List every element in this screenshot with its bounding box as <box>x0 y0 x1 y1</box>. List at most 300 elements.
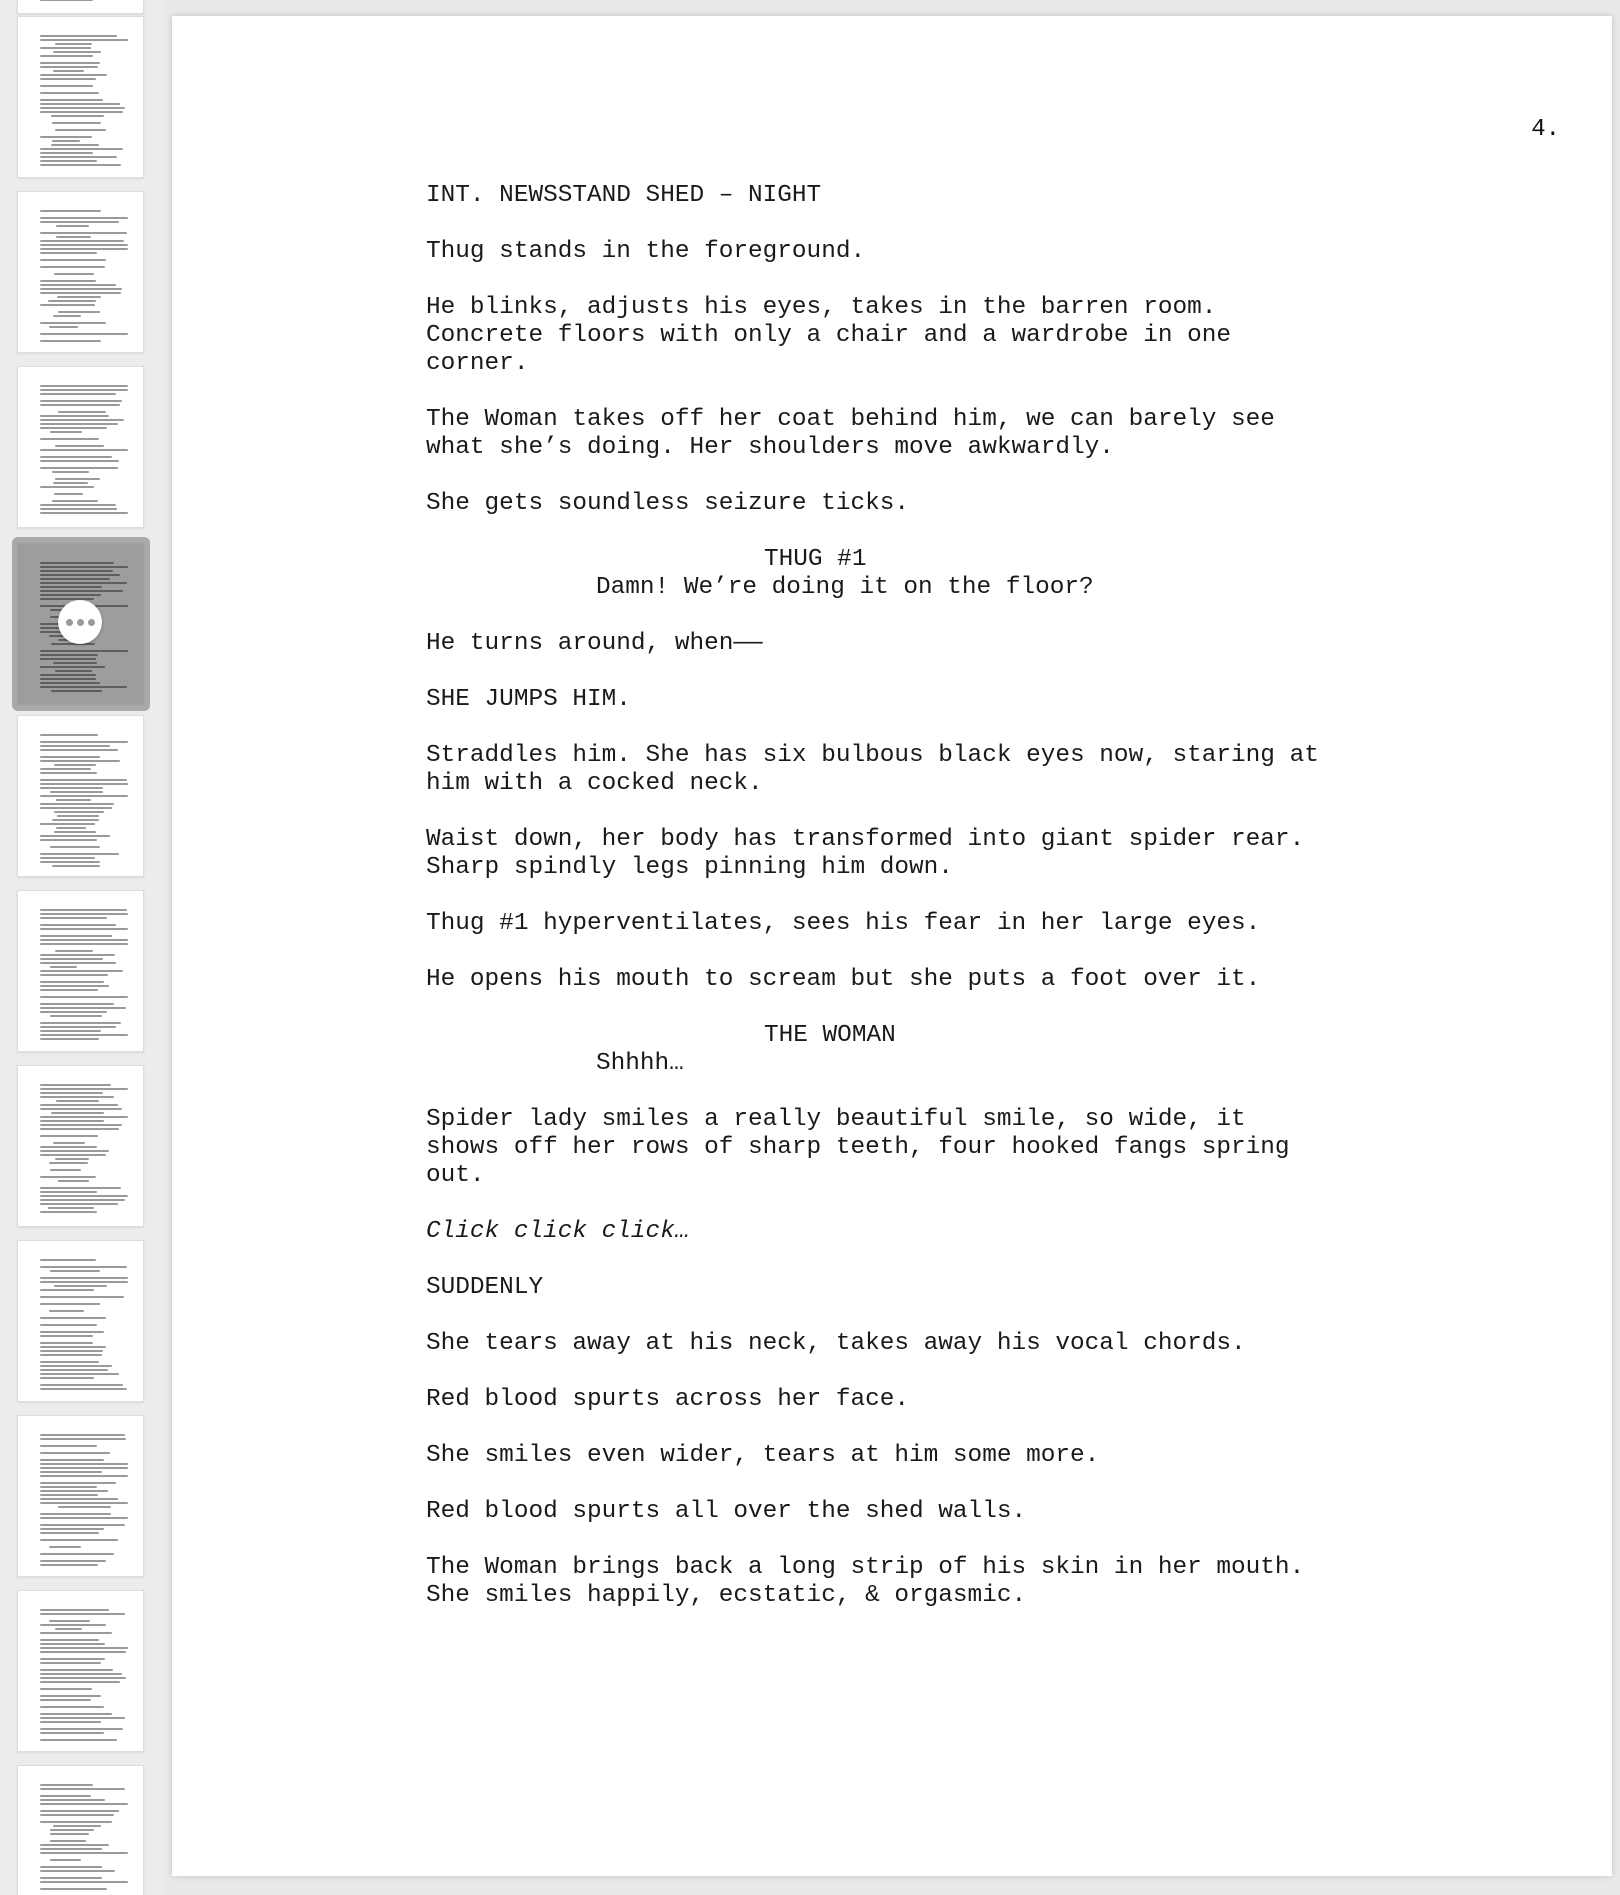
script-dialogue: Damn! We’re doing it on the floor? <box>596 574 1094 601</box>
thumbnail-text-line <box>40 958 103 960</box>
script-body <box>426 182 1486 1638</box>
thumbnail-text-line <box>40 1821 112 1823</box>
thumbnail-text-line <box>40 423 118 425</box>
thumbnail-text-line <box>40 78 96 80</box>
thumbnail-text-line <box>40 1022 121 1024</box>
thumbnail-text-line <box>40 1281 128 1283</box>
thumbnail-text-line <box>40 1335 93 1337</box>
thumbnail-text-line <box>40 1296 124 1298</box>
thumbnail-text-line <box>40 1639 99 1641</box>
thumbnail-text-line <box>40 1388 127 1390</box>
thumbnail-text-line <box>40 1513 111 1515</box>
thumbnail-text-line <box>40 835 110 837</box>
script-dialogue: Shhhh… <box>596 1050 684 1077</box>
page-thumbnail[interactable] <box>17 191 144 353</box>
thumbnail-text-line <box>40 62 100 64</box>
thumbnail-text-line <box>40 590 123 592</box>
thumbnail-text-line <box>40 1870 115 1872</box>
thumbnail-text-line <box>40 1266 127 1268</box>
script-action: Red blood spurts all over the shed walls. <box>426 1498 1027 1525</box>
thumbnail-text-line <box>40 1346 106 1348</box>
thumbnail-text-line <box>58 1506 111 1508</box>
thumbnail-text-line <box>40 1342 93 1344</box>
thumbnail-text-line <box>40 1445 97 1447</box>
thumbnail-text-line <box>50 1859 81 1861</box>
thumbnail-text-line <box>40 650 128 652</box>
thumbnail-text-line <box>55 1158 89 1160</box>
script-action: She smiles even wider, tears at him some more. <box>426 1442 1100 1469</box>
thumbnail-text-line <box>40 460 119 462</box>
thumbnail-text-line <box>40 734 98 736</box>
thumbnail-text-line <box>40 857 95 859</box>
thumbnail-text-line <box>40 1124 122 1126</box>
page-thumbnail[interactable] <box>17 1065 144 1227</box>
thumbnail-text-line <box>53 1825 101 1827</box>
thumbnail-text-line <box>50 431 82 433</box>
thumbnail-text-line <box>40 427 107 429</box>
thumbnail-text-line <box>53 1142 85 1144</box>
thumbnail-text-line <box>40 768 91 770</box>
thumbnail-text-line <box>56 225 90 227</box>
thumbnail-text-line <box>40 1494 98 1496</box>
script-character: THE WOMAN <box>764 1022 896 1049</box>
thumbnail-text-line <box>53 482 87 484</box>
thumbnail-text-line <box>40 682 100 684</box>
thumbnail-text-line <box>40 55 93 57</box>
thumbnail-text-line <box>40 741 128 743</box>
thumbnail-text-line <box>51 144 100 146</box>
thumbnail-text-line <box>50 966 77 968</box>
page-thumbnail[interactable] <box>17 715 144 877</box>
thumbnail-text-line <box>40 292 121 294</box>
thumbnail-text-line <box>40 678 96 680</box>
thumbnail-text-line <box>40 779 127 781</box>
thumbnail-text-line <box>55 1628 81 1630</box>
thumbnail-text-line <box>40 92 99 94</box>
thumbnail-text-line <box>48 1207 94 1209</box>
thumbnail-text-line <box>40 221 119 223</box>
thumbnail-text-line <box>40 259 106 261</box>
thumbnail-text-line <box>40 1681 120 1683</box>
thumbnail-text-line <box>40 1739 117 1741</box>
thumbnail-text-line <box>40 1647 128 1649</box>
thumbnail-text-line <box>40 1289 94 1291</box>
thumbnail-text-line <box>40 99 103 101</box>
thumbnail-text-line <box>50 1840 86 1842</box>
thumbnail-text-line <box>40 1498 118 1500</box>
thumbnail-text-line <box>40 1673 122 1675</box>
thumbnail-text-line <box>49 1162 88 1164</box>
thumbnail-text-line <box>40 389 128 391</box>
thumbnail-text-line <box>40 1459 104 1461</box>
script-action: The Woman takes off her coat behind him, we can barely see what she’s doing. Her shoulders move awkwardly. <box>426 406 1275 461</box>
thumbnail-text-line <box>50 791 103 793</box>
thumbnail-text-line <box>40 582 127 584</box>
thumbnail-text-line <box>54 273 94 275</box>
thumbnail-text-line <box>40 1695 101 1697</box>
thumbnail-text-line <box>53 315 81 317</box>
thumbnail-text-line <box>40 1030 101 1032</box>
thumbnail-text-line <box>40 1471 102 1473</box>
thumbnail-text-line <box>40 419 124 421</box>
thumbnail-text-line <box>52 471 89 473</box>
thumbnail-text-line <box>40 1877 102 1879</box>
thumbnail-text-line <box>40 385 128 387</box>
thumbnail-text-line <box>40 85 93 87</box>
thumbnail-text-line <box>40 103 120 105</box>
thumbnail-text-line <box>52 140 80 142</box>
thumbnail-text-line <box>55 478 101 480</box>
thumbnail-text-line <box>40 598 94 600</box>
thumbnail-text-line <box>40 210 101 212</box>
thumbnail-text-line <box>40 1259 96 1261</box>
thumbnail-text-line <box>40 1795 91 1797</box>
script-action: Thug stands in the foreground. <box>426 238 866 265</box>
page-thumbnail[interactable] <box>17 366 144 528</box>
thumbnail-text-line <box>55 950 93 952</box>
thumbnail-text-line <box>40 1369 108 1371</box>
thumbnail-text-line <box>52 500 97 502</box>
thumbnail-text-line <box>40 654 98 656</box>
thumbnail-text-line <box>40 996 128 998</box>
thumbnail-text-line <box>40 594 101 596</box>
thumbnail-text-line <box>50 1829 94 1831</box>
thumbnail-text-line <box>40 1814 114 1816</box>
thumbnail-text-line <box>40 1034 128 1036</box>
thumbnail-text-line <box>40 1116 128 1118</box>
thumbnail-text-line <box>49 1546 81 1548</box>
thumbnail-text-line <box>40 1128 119 1130</box>
thumbnail-text-line <box>40 1721 101 1723</box>
thumbnail-text-line <box>40 839 97 841</box>
thumbnail-text-line <box>40 1784 93 1786</box>
thumbnail-text-line <box>40 1350 103 1352</box>
thumbnail-text-line <box>40 136 92 138</box>
thumbnail-text-line <box>40 586 102 588</box>
thumbnail-text-line <box>40 1277 128 1279</box>
thumbnail-text-line <box>40 1643 105 1645</box>
thumbnail-text-line <box>40 111 123 113</box>
thumbnail-text-line <box>58 1180 90 1182</box>
thumbnail-text-line <box>40 1191 97 1193</box>
thumbnail-text-line <box>40 1317 106 1319</box>
page-thumbnail[interactable] <box>17 16 144 178</box>
thumbnail-text-line <box>40 1728 123 1730</box>
thumbnail-text-line <box>40 1331 104 1333</box>
script-action: Thug #1 hyperventilates, sees his fear in her large eyes. <box>426 910 1261 937</box>
thumbnail-text-line <box>40 248 128 250</box>
thumbnail-text-line <box>50 1270 100 1272</box>
thumbnail-text-line <box>40 928 128 930</box>
thumbnail-text-line <box>40 284 116 286</box>
thumbnail-text-line <box>40 1373 119 1375</box>
thumbnail-text-line <box>40 438 99 440</box>
thumbnail-text-line <box>40 1810 119 1812</box>
script-action: Spider lady smiles a really beautiful smile, so wide, it shows off her rows of sharp teeth, four hooked fangs spring out. <box>426 1106 1290 1189</box>
thumbnail-text-line <box>40 404 120 406</box>
thumbnail-text-line <box>40 578 110 580</box>
thumbnail-text-line <box>51 1112 105 1114</box>
thumbnail-text-line <box>40 252 97 254</box>
thumbnail-text-line <box>40 467 118 469</box>
thumbnail-text-line <box>40 66 98 68</box>
thumbnail-text-line <box>40 1486 97 1488</box>
thumbnail-text-line <box>40 304 95 306</box>
thumbnail-text-line <box>40 280 96 282</box>
thumbnail-text-line <box>40 1662 101 1664</box>
thumbnail-text-line <box>40 666 105 668</box>
thumbnail-text-line <box>40 508 117 510</box>
thumbnail-text-line <box>40 504 116 506</box>
thumbnail-text-line <box>40 1135 98 1137</box>
thumbnail-text-line <box>40 861 100 863</box>
thumbnail-text-line <box>40 1553 114 1555</box>
thumbnail-text-line <box>40 1150 109 1152</box>
thumbnail-text-line <box>40 566 128 568</box>
thumbnail-text-line <box>40 807 112 809</box>
thumbnail-text-line <box>40 333 128 335</box>
thumbnail-text-line <box>40 1120 104 1122</box>
thumbnail-text-line <box>54 1285 108 1287</box>
thumbnail-text-line <box>40 939 128 941</box>
thumbnail-text-line <box>40 1211 97 1213</box>
thumbnail-text-line <box>40 1788 125 1790</box>
script-action: Straddles him. She has six bulbous black eyes now, staring at him with a cocked neck. <box>426 742 1319 797</box>
thumbnail-text-line <box>40 1669 113 1671</box>
thumbnail-text-line <box>40 156 117 158</box>
thumbnail-text-line <box>40 1011 107 1013</box>
page-thumbnail[interactable] <box>17 0 144 14</box>
thumbnail-text-line <box>40 1732 104 1734</box>
thumbnail-text-line <box>40 415 109 417</box>
thumbnail-text-line <box>40 1195 128 1197</box>
script-action: He turns around, when—— <box>426 630 763 657</box>
thumbnail-text-line <box>57 815 99 817</box>
thumbnail-text-line <box>40 1699 91 1701</box>
page-thumbnail[interactable] <box>17 1415 144 1577</box>
thumbnail-text-line <box>40 164 121 166</box>
thumbnail-text-line <box>40 1361 99 1363</box>
ellipsis-icon <box>66 619 73 626</box>
thumbnail-text-line <box>40 1092 103 1094</box>
thumbnail-text-line <box>40 954 115 956</box>
thumbnail-text-line <box>40 674 96 676</box>
thumbnail-text-line <box>40 1844 109 1846</box>
thumbnail-text-line <box>50 846 100 848</box>
thumbnail-text-line <box>48 300 95 302</box>
thumbnail-text-line <box>55 445 104 447</box>
script-action: He opens his mouth to scream but she puts a foot over it. <box>426 966 1261 993</box>
thumbnail-text-line <box>40 981 104 983</box>
thumbnail-text-line <box>57 296 102 298</box>
thumbnail-text-line <box>40 1624 106 1626</box>
thumbnail-text-line <box>40 1490 108 1492</box>
thumbnail-text-line <box>54 831 96 833</box>
script-action: She gets soundless seizure ticks. <box>426 490 910 517</box>
thumbnail-text-line <box>56 799 91 801</box>
page-thumbnail-sidebar[interactable] <box>0 0 163 1895</box>
thumbnail-text-line <box>40 1438 126 1440</box>
page-thumbnail[interactable] <box>17 1240 144 1402</box>
script-action: She tears away at his neck, takes away his vocal chords. <box>426 1330 1246 1357</box>
page-thumbnail[interactable] <box>17 1590 144 1752</box>
script-action: Waist down, her body has transformed into giant spider rear. Sharp spindly legs pinning him down. <box>426 826 1305 881</box>
thumbnail-text-line <box>40 1609 109 1611</box>
more-options-button[interactable] <box>58 600 102 644</box>
thumbnail-text-line <box>40 1104 118 1106</box>
thumbnail-text-line <box>40 917 107 919</box>
thumbnail-text-line <box>40 47 91 49</box>
thumbnail-text-line <box>40 1848 102 1850</box>
thumbnail-text-line <box>55 43 92 45</box>
thumbnail-text-line <box>53 51 101 53</box>
script-page <box>172 16 1612 1876</box>
thumbnail-text-line <box>40 909 127 911</box>
thumbnail-text-line <box>40 1524 125 1526</box>
thumbnail-text-line <box>40 486 94 488</box>
thumbnail-text-line <box>40 217 128 219</box>
thumbnail-text-line <box>40 1007 126 1009</box>
page-number: 4. <box>1531 116 1560 143</box>
thumbnail-text-line <box>40 1632 112 1634</box>
thumbnail-text-line <box>56 236 91 238</box>
page-thumbnail[interactable] <box>17 1765 144 1895</box>
thumbnail-text-line <box>40 1881 128 1883</box>
thumbnail-text-line <box>40 1154 106 1156</box>
thumbnail-text-line <box>40 970 123 972</box>
thumbnail-text-line <box>49 326 79 328</box>
thumbnail-text-line <box>40 989 98 991</box>
thumbnail-text-line <box>53 662 97 664</box>
page-thumbnail[interactable] <box>17 890 144 1052</box>
thumbnail-text-line <box>55 670 92 672</box>
script-action: The Woman brings back a long strip of his skin in her mouth. She smiles happily, ecstatic, & orgasmic. <box>426 1554 1305 1609</box>
thumbnail-text-line <box>40 1517 128 1519</box>
thumbnail-text-line <box>40 924 116 926</box>
thumbnail-text-line <box>51 643 95 645</box>
thumbnail-text-line <box>56 827 86 829</box>
script-action: Red blood spurts across her face. <box>426 1386 910 1413</box>
thumbnail-text-line <box>40 1564 98 1566</box>
thumbnail-text-line <box>40 1528 104 1530</box>
thumbnail-text-line <box>58 311 100 313</box>
thumbnail-text-line <box>40 1377 94 1379</box>
thumbnail-text-line <box>40 823 95 825</box>
thumbnail-text-line <box>40 74 107 76</box>
thumbnail-text-line <box>40 1324 97 1326</box>
thumbnail-text-line <box>40 745 110 747</box>
thumbnail-text-line <box>40 1038 99 1040</box>
thumbnail-text-line <box>49 1310 83 1312</box>
thumbnail-text-line <box>40 686 127 688</box>
thumbnail-text-line <box>40 772 97 774</box>
thumbnail-text-line <box>40 1717 125 1719</box>
script-italic: Click click click… <box>426 1218 690 1245</box>
thumbnail-text-line <box>40 985 109 987</box>
thumbnail-text-line <box>52 819 100 821</box>
thumbnail-text-line <box>51 115 104 117</box>
script-scene: INT. NEWSSTAND SHED – NIGHT <box>426 182 822 209</box>
thumbnail-text-line <box>40 1866 102 1868</box>
thumbnail-text-line <box>55 129 106 131</box>
thumbnail-text-line <box>40 1467 128 1469</box>
thumbnail-text-line <box>40 1088 128 1090</box>
thumbnail-text-line <box>50 1015 102 1017</box>
thumbnail-text-line <box>40 1852 128 1854</box>
thumbnail-text-line <box>40 1539 118 1541</box>
thumbnail-text-line <box>40 1706 104 1708</box>
ellipsis-icon-dot <box>77 619 84 626</box>
thumbnail-text-line <box>40 322 106 324</box>
thumbnail-text-line <box>40 783 128 785</box>
thumbnail-text-line <box>40 1146 97 1148</box>
thumbnail-text-line <box>40 1532 99 1534</box>
thumbnail-text-line <box>40 1452 110 1454</box>
thumbnail-text-line <box>40 756 100 758</box>
thumbnail-text-line <box>40 1434 125 1436</box>
thumbnail-text-line <box>40 760 120 762</box>
thumbnail-text-line <box>40 1365 112 1367</box>
thumbnail-text-line <box>52 122 101 124</box>
script-character: THUG #1 <box>764 546 867 573</box>
thumbnail-text-line <box>40 1502 128 1504</box>
thumbnail-text-line <box>40 266 105 268</box>
thumbnail-text-line <box>54 811 104 813</box>
thumbnail-text-line <box>40 512 128 514</box>
thumbnail-text-line <box>40 148 123 150</box>
thumbnail-text-line <box>40 1613 125 1615</box>
thumbnail-text-line <box>50 1833 89 1835</box>
thumbnail-text-line <box>40 1384 123 1386</box>
thumbnail-text-line <box>40 658 96 660</box>
thumbnail-text-line <box>40 107 125 109</box>
thumbnail-text-line <box>40 449 128 451</box>
script-action: SUDDENLY <box>426 1274 544 1301</box>
thumbnail-text-line <box>40 1713 112 1715</box>
thumbnail-text-line <box>40 574 120 576</box>
thumbnail-text-line <box>40 152 93 154</box>
thumbnail-text-line <box>58 411 106 413</box>
thumbnail-text-line <box>40 1888 107 1890</box>
thumbnail-text-line <box>40 1658 105 1660</box>
thumbnail-text-line <box>40 244 128 246</box>
thumbnail-text-line <box>52 865 101 867</box>
thumbnail-text-line <box>40 803 114 805</box>
thumbnail-text-line <box>40 1688 92 1690</box>
thumbnail-text-line <box>40 935 112 937</box>
thumbnail-text-line <box>40 1475 128 1477</box>
thumbnail-text-line <box>40 288 122 290</box>
thumbnail-text-line <box>40 1176 96 1178</box>
thumbnail-text-line <box>40 570 113 572</box>
thumbnail-text-line <box>40 1803 128 1805</box>
thumbnail-text-line <box>40 1026 116 1028</box>
thumbnail-text-line <box>40 1677 126 1679</box>
thumbnail-text-line <box>40 787 103 789</box>
thumbnail-text-line <box>40 1187 121 1189</box>
thumbnail-text-line <box>40 1463 128 1465</box>
thumbnail-text-line <box>54 764 96 766</box>
thumbnail-text-line <box>54 493 83 495</box>
thumbnail-text-line <box>40 562 114 564</box>
script-action: He blinks, adjusts his eyes, takes in the barren room. Concrete floors with only a chair and a wardrobe in one corner. <box>426 294 1232 377</box>
thumbnail-text-line <box>40 962 116 964</box>
thumbnail-text-line <box>40 39 128 41</box>
thumbnail-text-line <box>40 240 124 242</box>
thumbnail-text-line <box>40 160 97 162</box>
thumbnail-text-line <box>50 1169 81 1171</box>
thumbnail-text-line <box>40 1096 114 1098</box>
